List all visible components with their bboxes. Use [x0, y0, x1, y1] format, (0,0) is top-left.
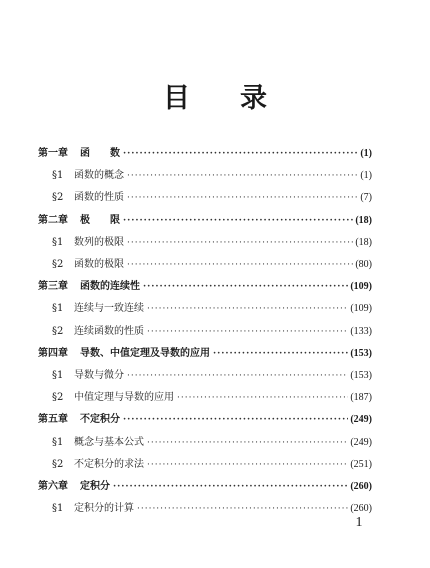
- entry-title: 连续函数的性质: [74, 325, 144, 337]
- toc-section-entry: [38, 257, 372, 273]
- entry-number: 第二章: [38, 214, 68, 226]
- entry-page-number: (249): [350, 414, 372, 426]
- toc-section-entry: [38, 190, 372, 206]
- entry-page-number: (109): [350, 303, 372, 315]
- entry-number: §1: [52, 503, 64, 515]
- title-char-2: 录: [240, 83, 267, 114]
- toc-chapter-entry: [38, 346, 372, 362]
- entry-number: §2: [52, 192, 64, 204]
- toc-section-entry: [38, 235, 372, 251]
- entry-number: 第一章: [38, 148, 68, 159]
- entry-page-number: (251): [350, 458, 372, 470]
- entry-number: §1: [52, 370, 64, 381]
- entry-page-number: (260): [350, 481, 372, 492]
- entry-number: §1: [52, 170, 64, 182]
- entry-number: §2: [52, 325, 64, 337]
- entry-page-number: (18): [355, 214, 372, 226]
- entry-title: 极 限: [80, 214, 120, 226]
- dot-leader: [127, 168, 358, 184]
- page-number: 1: [355, 515, 363, 530]
- dot-leader: [123, 213, 353, 229]
- entry-title: 函数的概念: [74, 170, 124, 182]
- entry-number: 第三章: [38, 281, 68, 293]
- entry-title: 不定积分: [80, 414, 120, 426]
- dot-leader: [213, 346, 348, 362]
- toc-section-entry: [38, 368, 372, 384]
- entry-title: 函数的性质: [74, 192, 124, 204]
- dot-leader: [123, 146, 358, 162]
- dot-leader: [127, 368, 348, 384]
- entry-page-number: (187): [350, 392, 372, 404]
- entry-page-number: (80): [355, 259, 372, 270]
- entry-page-number: (1): [360, 148, 372, 159]
- toc-section-entry: [38, 501, 372, 517]
- dot-leader: [147, 457, 348, 473]
- entry-title: 函 数: [80, 148, 120, 159]
- entry-title: 概念与基本公式: [74, 436, 144, 448]
- dot-leader: [147, 301, 348, 317]
- entry-number: §1: [52, 303, 64, 315]
- dot-leader: [147, 324, 348, 340]
- toc-chapter-entry: [38, 213, 372, 229]
- entry-page-number: (7): [360, 192, 372, 204]
- entry-title: 导数、中值定理及导数的应用: [80, 347, 210, 359]
- entry-number: §2: [52, 458, 64, 470]
- dot-leader: [127, 190, 358, 206]
- entry-title: 导数与微分: [74, 370, 124, 381]
- toc-section-entry: [38, 301, 372, 317]
- entry-title: 不定积分的求法: [74, 458, 144, 470]
- page-title: [0, 82, 430, 116]
- dot-leader: [137, 501, 348, 517]
- entry-number: §2: [52, 259, 64, 270]
- toc-chapter-entry: [38, 279, 372, 295]
- entry-page-number: (1): [360, 170, 372, 182]
- toc-section-entry: [38, 168, 372, 184]
- entry-title: 函数的极限: [74, 259, 124, 270]
- entry-page-number: (249): [350, 436, 372, 448]
- dot-leader: [143, 279, 348, 295]
- entry-number: 第五章: [38, 414, 68, 426]
- entry-page-number: (153): [350, 370, 372, 381]
- dot-leader: [127, 257, 353, 273]
- toc-chapter-entry: [38, 479, 372, 495]
- dot-leader: [113, 479, 348, 495]
- entry-number: §1: [52, 436, 64, 448]
- entry-title: 函数的连续性: [80, 281, 140, 293]
- entry-number: §2: [52, 392, 64, 404]
- dot-leader: [123, 412, 348, 428]
- entry-page-number: (153): [350, 347, 372, 359]
- toc-section-entry: [38, 324, 372, 340]
- entry-number: 第六章: [38, 481, 68, 492]
- dot-leader: [127, 235, 353, 251]
- entry-title: 中值定理与导数的应用: [74, 392, 174, 404]
- toc-section-entry: [38, 457, 372, 473]
- entry-title: 数列的极限: [74, 236, 124, 248]
- toc-chapter-entry: [38, 146, 372, 162]
- entry-page-number: (260): [350, 503, 372, 515]
- entry-page-number: (18): [355, 236, 372, 248]
- entry-page-number: (109): [350, 281, 372, 293]
- entry-title: 定积分的计算: [74, 503, 134, 515]
- toc-chapter-entry: [38, 412, 372, 428]
- entry-number: §1: [52, 236, 64, 248]
- toc-section-entry: [38, 390, 372, 406]
- entry-title: 定积分: [80, 481, 110, 492]
- dot-leader: [177, 390, 348, 406]
- entry-title: 连续与一致连续: [74, 303, 144, 315]
- toc-section-entry: [38, 435, 372, 451]
- entry-number: 第四章: [38, 347, 68, 359]
- dot-leader: [147, 435, 348, 451]
- entry-page-number: (133): [350, 325, 372, 337]
- title-char-1: 目: [163, 83, 190, 114]
